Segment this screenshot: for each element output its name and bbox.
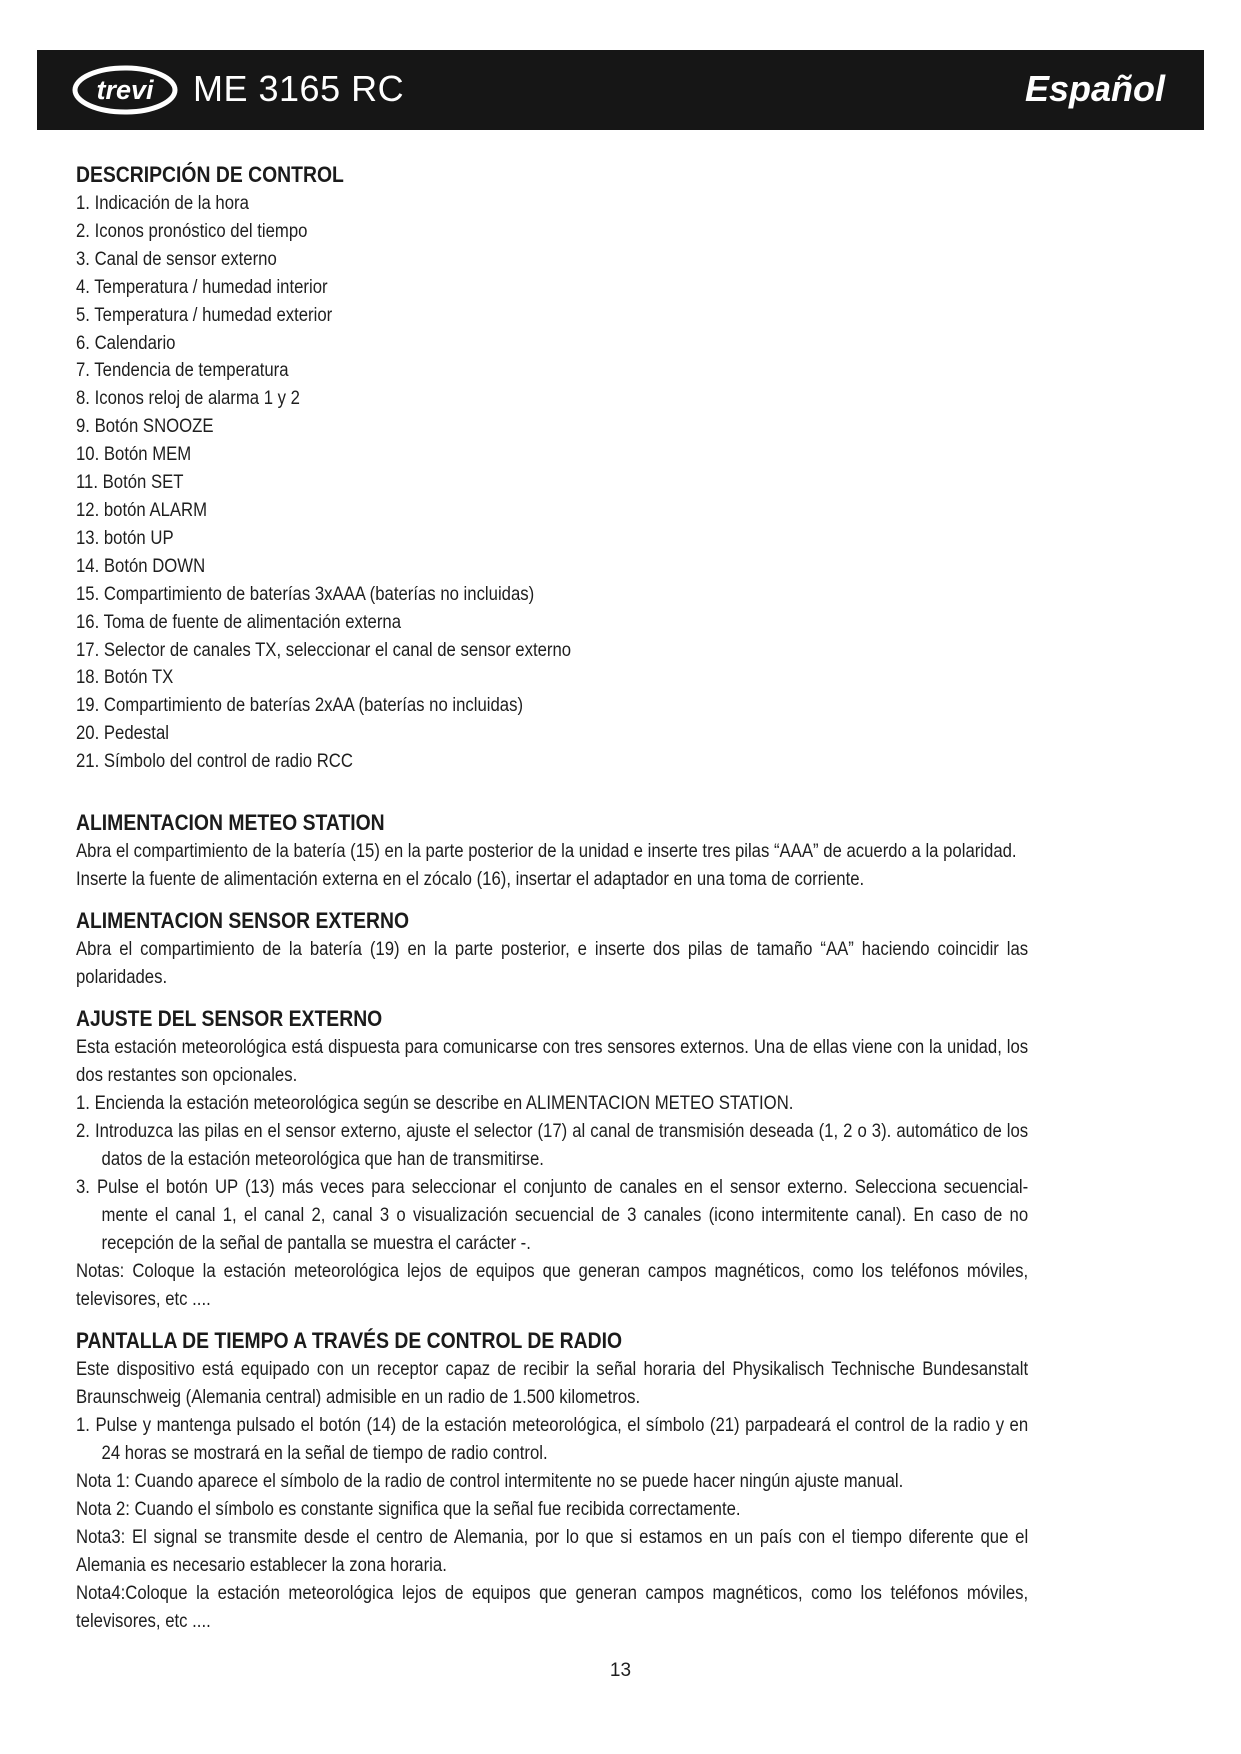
list-item: 2. Iconos pronóstico del tiempo xyxy=(76,220,308,242)
section-power-sensor xyxy=(76,906,1028,992)
list-item: 12. botón ALARM xyxy=(76,499,208,521)
section-title: ALIMENTACION SENSOR EXTERNO xyxy=(76,908,410,934)
step: 1. Encienda la estación meteorológica según se describe en ALIMENTACION METEO STATION. xyxy=(76,1093,794,1115)
list-item: 17. Selector de canales TX, seleccionar el canal de sensor externo xyxy=(76,639,572,661)
list-item: 19. Compartimiento de baterías 2xAA (baterías no incluidas) xyxy=(76,695,524,717)
note: Notas: Coloque la estación meteorológica lejos de equipos que generan campos magnéticos, como los teléfonos móviles, televisores, etc .... xyxy=(76,1261,1029,1311)
list-item: 14. Botón DOWN xyxy=(76,555,206,577)
section-body xyxy=(76,936,1028,992)
section-body xyxy=(76,1356,1028,1636)
language-label: Español xyxy=(1024,68,1165,109)
section-power-station xyxy=(76,808,1028,894)
section-title: PANTALLA DE TIEMPO A TRAVÉS DE CONTROL DE RADIO xyxy=(76,1328,623,1354)
list-item: 16. Toma de fuente de alimentación externa xyxy=(76,611,402,633)
list-item: 15. Compartimiento de baterías 3xAAA (baterías no incluidas) xyxy=(76,583,535,605)
header-bar xyxy=(37,50,1204,130)
list-item: 13. botón UP xyxy=(76,527,174,549)
paragraph: Abra el compartimiento de la batería (19) en la parte posterior, e inserte dos pilas de tamaño “AA” haciendo coincidir las polaridades. xyxy=(76,939,1029,989)
list-item: 6. Calendario xyxy=(76,332,176,354)
section-control-description xyxy=(76,160,1028,776)
paragraph: Este dispositivo está equipado con un receptor capaz de recibir la señal horaria del Physikalisch Technische Bundesanstalt Braunschweig (Alemania central) admisible en un radio de 1.500 kilometros. xyxy=(76,1359,1029,1409)
control-list xyxy=(76,190,1028,776)
section-body xyxy=(76,838,1028,894)
section-title: DESCRIPCIÓN DE CONTROL xyxy=(76,162,344,187)
list-item: 1. Indicación de la hora xyxy=(76,193,249,214)
list-item: 9. Botón SNOOZE xyxy=(76,416,214,438)
step: 1. Pulse y mantenga pulsado el botón (14) de la estación meteorológica, el símbolo (21) parpadeará el control de la radio y en 24 horas se mostrará en la señal de tiempo de radio control. xyxy=(76,1415,1029,1465)
section-radio-time xyxy=(76,1326,1028,1636)
note: Nota3: El signal se transmite desde el centro de Alemania, por lo que si estamos en un país con el tiempo diferente que el Alemania es necesario establecer la zona horaria. xyxy=(76,1527,1029,1577)
paragraph: Inserte la fuente de alimentación externa en el zócalo (16), insertar el adaptador en una toma de corriente. xyxy=(76,869,865,891)
list-item: 3. Canal de sensor externo xyxy=(76,248,277,270)
step: 3. Pulse el botón UP (13) más veces para seleccionar el conjunto de canales en el sensor externo. Selecciona secuencial-mente el canal 1, el canal 2, canal 3 o visualización secuencial de 3 canales (icono intermitente canal). En caso de no recepción de la señal de pantalla se muestra el carácter -. xyxy=(76,1177,1029,1255)
section-body xyxy=(76,1034,1028,1314)
note: Nota4:Coloque la estación meteorológica lejos de equipos que generan campos magnéticos, como los teléfonos móviles, televisores, etc .... xyxy=(76,1583,1029,1633)
list-item: 21. Símbolo del control de radio RCC xyxy=(76,751,353,773)
list-item: 7. Tendencia de temperatura xyxy=(76,360,289,382)
logo-text: trevi xyxy=(96,75,154,105)
list-item: 5. Temperatura / humedad exterior xyxy=(76,304,333,326)
list-item: 20. Pedestal xyxy=(76,723,169,745)
list-item: 10. Botón MEM xyxy=(76,444,192,466)
paragraph: Abra el compartimiento de la batería (15) en la parte posterior de la unidad e inserte tres pilas “AAA” de acuerdo a la polaridad. xyxy=(76,841,1017,863)
section-title: ALIMENTACION METEO STATION xyxy=(76,810,385,836)
paragraph: Esta estación meteorológica está dispuesta para comunicarse con tres sensores externos. Una de ellas viene con la unidad, los dos restantes son opcionales. xyxy=(76,1037,1029,1087)
section-sensor-setup xyxy=(76,1004,1028,1314)
note: Nota 2: Cuando el símbolo es constante significa que la señal fue recibida correctamente. xyxy=(76,1499,741,1521)
list-item: 11. Botón SET xyxy=(76,472,184,494)
list-item: 18. Botón TX xyxy=(76,667,174,689)
note: Nota 1: Cuando aparece el símbolo de la radio de control intermitente no se puede hacer ningún ajuste manual. xyxy=(76,1471,904,1493)
section-title: AJUSTE DEL SENSOR EXTERNO xyxy=(76,1006,383,1032)
list-item: 8. Iconos reloj de alarma 1 y 2 xyxy=(76,388,300,410)
trevi-logo xyxy=(71,64,179,121)
manual-content xyxy=(76,160,1028,1636)
model-title: ME 3165 RC xyxy=(193,68,405,109)
step: 2. Introduzca las pilas en el sensor externo, ajuste el selector (17) al canal de transmisión deseada (1, 2 o 3). automático de los datos de la estación meteorológica que han de transmitirse. xyxy=(76,1121,1029,1171)
page-number: 13 xyxy=(609,1660,632,1681)
list-item: 4. Temperatura / humedad interior xyxy=(76,276,328,298)
